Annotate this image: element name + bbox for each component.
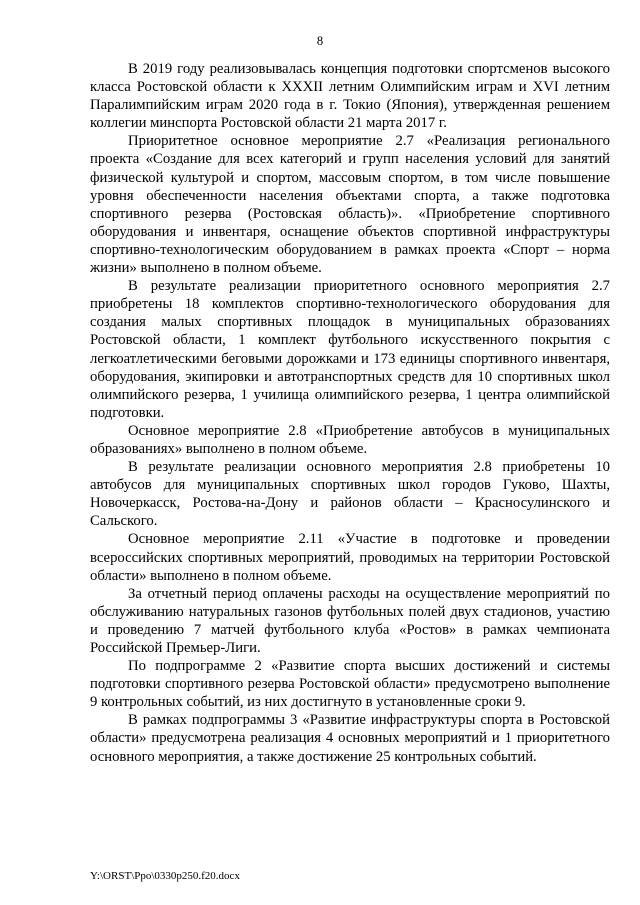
paragraph-measure-2-8-results: В результате реализации основного мероприятия 2.8 приобретены 10 автобусов для муниципальных спортивных школ городов Гуково, Шахты, Новочеркасск, Ростова-на-Дону и районов области – Красносулинского и Сальского. (90, 459, 610, 530)
paragraph-subprogram-3: В рамках подпрограммы 3 «Развитие инфраструктуры спорта в Ростовской области» предусмотрена реализация 4 основных мероприятий и 1 приоритетного основного мероприятия, а также достижение 25 контрольных событий. (90, 712, 610, 765)
paragraph-measure-2-7: Приоритетное основное мероприятие 2.7 «Реализация регионального проекта «Создание для всех категорий и групп населения условий для занятий физической культурой и спортом, массовым спортом, в том числе повышение уровня обеспеченности населения объектами спорта, а также подготовка спортивного резерва (Ростовская область)». «Приобретение спортивного оборудования и инвентаря, оснащение объектов спортивной инфраструктуры спортивно-технологическим оборудованием в рамках проекта «Спорт – норма жизни» выполнено в полном объеме. (90, 133, 610, 277)
paragraph-subprogram-2: По подпрограмме 2 «Развитие спорта высших достижений и системы подготовки спортивного резерва Ростовской области» предусмотрено выполнение 9 контрольных событий, из них достигнуто в установленные сроки 9. (90, 658, 610, 711)
paragraph-measure-2-7-results: В результате реализации приоритетного основного мероприятия 2.7 приобретены 18 комплектов спортивно-технологического оборудования для создания малых спортивных площадок в муниципальных образованиях Ростовской области, 1 комплект футбольного искусственного покрытия с легкоатлетическими беговыми дорожками и 173 единицы спортивного инвентаря, оборудования, экипировки и автотранспортных средств для 10 спортивных школ олимпийского резерва, 1 училища олимпийского резерва, 1 центра олимпийской подготовки. (90, 278, 610, 421)
paragraph-football-expenses: За отчетный период оплачены расходы на осуществление мероприятий по обслуживанию натуральных газонов футбольных полей двух стадионов, участию и проведению 7 матчей футбольного клуба «Ростов» в рамках чемпионата Российской Премьер-Лиги. (90, 585, 610, 656)
paragraph-olympic-concept: В 2019 году реализовывалась концепция подготовки спортсменов высокого класса Ростовской области к XXXII летним Олимпийским играм и XVI летним Паралимпийским играм 2020 года в г. Токио (Япония), утвержденная решением коллегии минспорта Ростовской области 21 марта 2017 г. (90, 61, 610, 132)
paragraph-measure-2-11: Основное мероприятие 2.11 «Участие в подготовке и проведении всероссийских спортивных мероприятий, проводимых на территории Ростовской области» выполнено в полном объеме. (90, 531, 610, 584)
page-number: 8 (316, 34, 324, 48)
paragraph-measure-2-8: Основное мероприятие 2.8 «Приобретение автобусов в муниципальных образованиях» выполнено в полном объеме. (90, 422, 610, 457)
footer-file-path: Y:\ORST\Ppo\0330p250.f20.docx (90, 870, 240, 882)
document-body (90, 60, 610, 766)
